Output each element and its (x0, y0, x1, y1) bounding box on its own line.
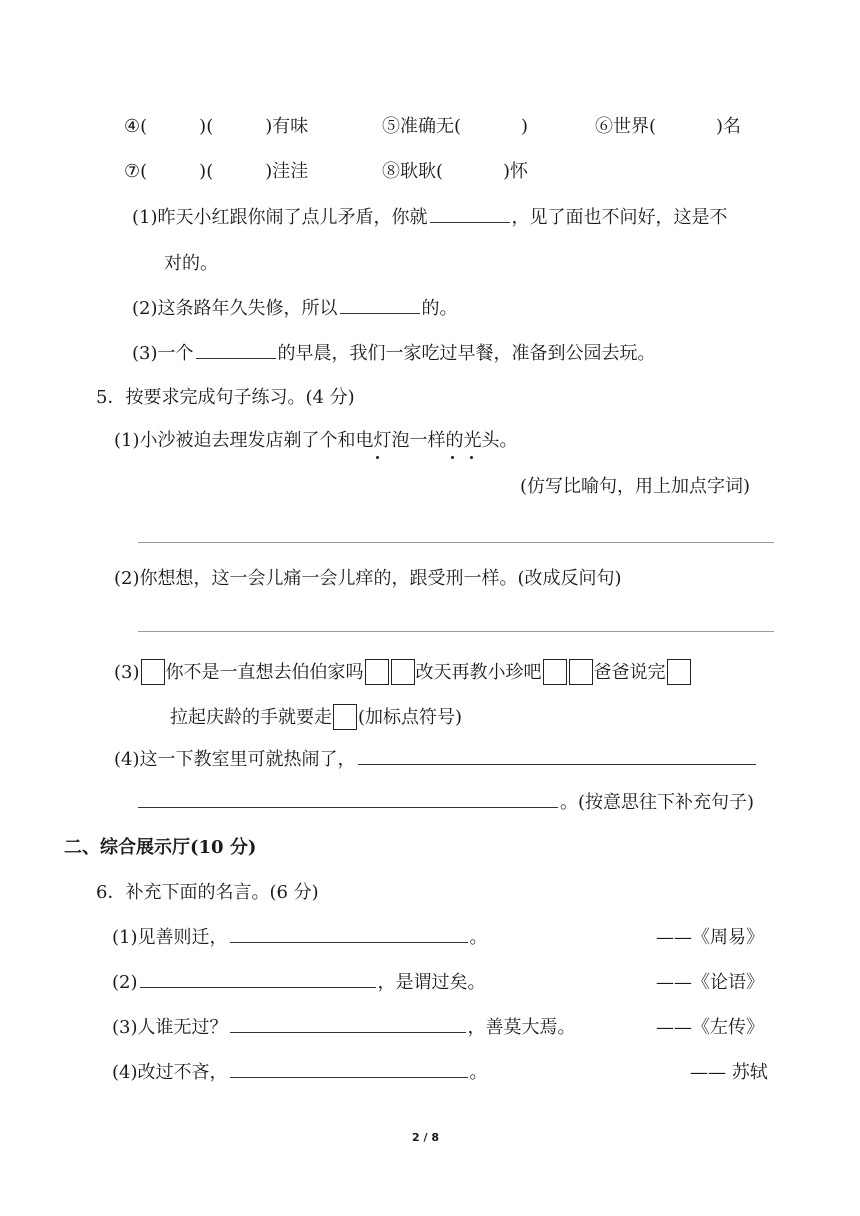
answer-line-2[interactable] (138, 631, 774, 632)
punct-box[interactable] (569, 659, 593, 685)
punct-box[interactable] (365, 659, 389, 685)
section-2-title: 二、综合展示厅(10 分) (64, 837, 257, 858)
q5-s3-a: 你不是一直想去伯伯家吗 (165, 662, 364, 683)
fill-s1-c: 对的。 (164, 253, 218, 274)
fill-sentence-2 (132, 300, 458, 318)
punct-box[interactable] (543, 659, 567, 685)
quote-2-blank[interactable] (140, 986, 376, 988)
emphasis-dot (470, 456, 473, 459)
idiom-4-mid: )( (199, 116, 214, 137)
q5-s2: (2)你想想，这一会儿痛一会儿痒的，跟受刑一样。(改成反问句) (114, 568, 622, 589)
idiom-4-prefix: ④( (124, 116, 148, 137)
fill-sentence-1 (132, 209, 728, 227)
idiom-4 (124, 118, 308, 136)
quote-4-pre: (4)改过不吝， (112, 1062, 228, 1083)
q5-s1-note: (仿写比喻句，用上加点字词) (520, 476, 751, 497)
fill-s1-b: ，见了面也不问好，这是不 (511, 207, 728, 228)
answer-line-1[interactable] (138, 542, 774, 543)
idiom-7 (124, 163, 308, 181)
quote-item-4 (112, 1064, 488, 1082)
q5-s4-b: 。(按意思往下补充句子) (560, 792, 755, 813)
fill-s3-blank[interactable] (196, 357, 276, 359)
idiom-5-prefix: ⑤准确无( (382, 116, 462, 137)
quote-1-pre: (1)见善则迁， (112, 927, 228, 948)
idiom-5-suffix: ) (521, 116, 529, 137)
quote-3-post: ，善莫大焉。 (467, 1017, 576, 1038)
q5-s3-c: 爸爸说完 (593, 662, 666, 683)
quote-2-post: ，是谓过矣。 (377, 972, 486, 993)
q5-s4-blank-2[interactable] (138, 806, 558, 808)
q5-s3-b: 改天再教小珍吧 (415, 662, 542, 683)
q5-s4-a: (4)这一下教室里可就热闹了， (114, 749, 356, 770)
quote-4-source: —— 苏轼 (690, 1062, 768, 1083)
q5-title: 5．按要求完成句子练习。(4 分) (96, 387, 355, 408)
quote-1-post: 。 (469, 927, 488, 948)
quote-2-pre: (2) (112, 972, 138, 993)
fill-s2-blank[interactable] (340, 312, 420, 314)
quote-item-1 (112, 929, 488, 947)
quote-4-blank[interactable] (230, 1076, 468, 1078)
idiom-8-prefix: ⑧耿耿( (382, 161, 444, 182)
idiom-7-prefix: ⑦( (124, 161, 148, 182)
quote-3-source: ——《左传》 (656, 1017, 764, 1038)
fill-s2-a: (2)这条路年久失修，所以 (132, 298, 338, 319)
q5-s3-d: 拉起庆龄的手就要走 (170, 707, 332, 728)
quote-item-2 (112, 974, 486, 992)
quote-4-post: 。 (469, 1062, 488, 1083)
emphasis-dot (376, 456, 379, 459)
q5-s4-line2 (138, 794, 754, 812)
page-number: 2 / 8 (412, 1131, 439, 1144)
q5-s1: (1)小沙被迫去理发店剃了个和电灯泡一样的光头。 (114, 430, 518, 451)
q5-s4 (114, 751, 758, 769)
punct-box[interactable] (141, 659, 165, 685)
emphasis-dot (451, 456, 454, 459)
quote-1-blank[interactable] (230, 941, 468, 943)
idiom-6 (595, 118, 741, 136)
fill-s3-a: (3)一个 (132, 343, 194, 364)
idiom-5 (382, 118, 528, 136)
fill-s1-blank[interactable] (430, 221, 510, 223)
q5-s3-note: (加标点符号) (358, 707, 463, 728)
q5-s3 (114, 659, 692, 685)
quote-item-3 (112, 1019, 576, 1037)
fill-s2-b: 的。 (421, 298, 458, 319)
idiom-6-prefix: ⑥世界( (595, 116, 657, 137)
q5-s4-blank-1[interactable] (358, 763, 756, 765)
q5-s3-label: (3) (114, 662, 140, 683)
quote-3-pre: (3)人谁无过？ (112, 1017, 228, 1038)
quote-2-source: ——《论语》 (656, 972, 764, 993)
quote-1-source: ——《周易》 (656, 927, 764, 948)
idiom-4-suffix: )有味 (265, 116, 309, 137)
quote-3-blank[interactable] (230, 1031, 466, 1033)
idiom-7-suffix: )洼洼 (265, 161, 309, 182)
fill-s1-a: (1)昨天小红跟你闹了点儿矛盾，你就 (132, 207, 428, 228)
fill-s3-b: 的早晨，我们一家吃过早餐，准备到公园去玩。 (277, 343, 656, 364)
idiom-8-suffix: )怀 (503, 161, 529, 182)
punct-box[interactable] (667, 659, 691, 685)
fill-sentence-3 (132, 345, 656, 363)
punct-box[interactable] (333, 704, 357, 730)
q6-title: 6．补充下面的名言。(6 分) (96, 882, 319, 903)
punct-box[interactable] (391, 659, 415, 685)
idiom-6-suffix: )名 (716, 116, 742, 137)
q5-s3-line2 (170, 704, 462, 730)
idiom-8 (382, 163, 528, 181)
idiom-7-mid: )( (199, 161, 214, 182)
